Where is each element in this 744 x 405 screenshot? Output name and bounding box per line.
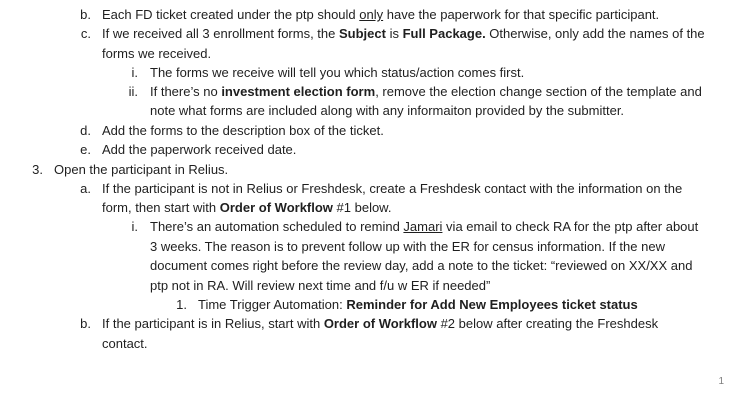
list-marker: b. [80,7,91,22]
text-run: 3 weeks. The reason is to prevent follow up with the ER for census information. If the new [150,239,665,254]
text-run: , remove the election change section of the template and [375,84,702,99]
page-number: 1 [718,376,724,387]
bold-text: Full Package. [402,26,486,41]
bold-text: investment election form [221,84,376,99]
list-item-line [102,198,391,217]
bold-text: Order of Workflow [219,200,333,215]
text-run: via email to check RA for the ptp after about [442,219,699,234]
text-run: have the paperwork for that specific participant. [383,7,660,22]
text-run: Otherwise, only add the names of the [485,26,705,41]
list-item-line [150,276,490,295]
text-run: is [385,26,403,41]
text-run: If we received all 3 enrollment forms, the [102,26,339,41]
text-run: Open the participant in Relius. [54,162,229,177]
text-run: note what forms are included along with any informaiton provided by the submitter. [150,103,625,118]
list-item-line [102,314,658,333]
text-run: form, then start with [102,200,220,215]
bold-text: Order of Workflow [323,316,437,331]
text-run: #2 below after creating the Freshdesk [436,316,659,331]
list-item-line [150,101,624,120]
bold-text: Subject [339,26,386,41]
text-run: If there’s no [150,84,222,99]
list-item-line [150,256,692,275]
list-item-line [198,295,638,314]
list-marker: e. [80,142,91,157]
list-item-line [150,63,524,82]
text-run: contact. [102,336,148,351]
text-run: document comes right before the review day, add a note to the ticket: “reviewed on XX/XX and [150,258,693,273]
text-run: Add the forms to the description box of the ticket. [102,123,384,138]
text-run: #1 below. [332,200,392,215]
underlined-text: only [359,7,384,22]
list-item-line [102,5,659,24]
list-marker: b. [80,316,91,331]
list-marker: ii. [128,84,138,99]
list-marker: 1. [176,297,187,312]
list-item-line [102,140,296,159]
text-run: If the participant is in Relius, start with [102,316,324,331]
list-item-line [150,237,665,256]
list-item-line [102,121,384,140]
list-item-line [54,160,228,179]
text-run: There’s an automation scheduled to remind [150,219,404,234]
list-marker: i. [131,219,138,234]
list-item-line [102,334,148,353]
list-item-line [102,44,211,63]
list-item-line [150,217,698,236]
text-run: ptp not in RA. Will review next time and f/u w ER if needed” [150,278,491,293]
text-run: If the participant is not in Relius or Freshdesk, create a Freshdesk contact with the information on the [102,181,683,196]
bold-text: Reminder for Add New Employees ticket status [346,297,638,312]
text-run: Time Trigger Automation: [198,297,347,312]
list-marker: i. [131,65,138,80]
text-run: The forms we receive will tell you which status/action comes first. [150,65,525,80]
text-run: Each FD ticket created under the ptp should [102,7,360,22]
text-run: forms we received. [102,46,212,61]
list-item-line [102,179,682,198]
list-marker: d. [80,123,91,138]
list-marker: c. [80,26,91,41]
list-item-line [102,24,705,43]
text-run: Add the paperwork received date. [102,142,297,157]
list-marker: a. [80,181,91,196]
underlined-text: Jamari [403,219,443,234]
list-item-line [150,82,702,101]
list-marker: 3. [32,162,43,177]
